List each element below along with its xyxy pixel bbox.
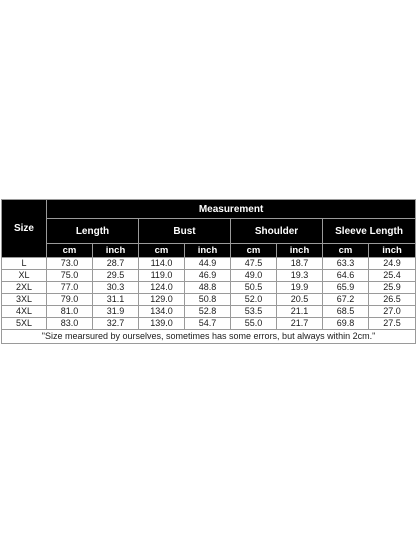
value-cell: 29.5 — [93, 270, 139, 282]
size-cell: 4XL — [2, 306, 47, 318]
value-cell: 18.7 — [277, 258, 323, 270]
value-cell: 30.3 — [93, 282, 139, 294]
value-cell: 47.5 — [231, 258, 277, 270]
value-cell: 52.8 — [185, 306, 231, 318]
value-cell: 139.0 — [139, 318, 185, 330]
value-cell: 50.5 — [231, 282, 277, 294]
value-cell: 65.9 — [323, 282, 369, 294]
value-cell: 24.9 — [369, 258, 416, 270]
value-cell: 79.0 — [47, 294, 93, 306]
value-cell: 21.1 — [277, 306, 323, 318]
size-chart-table — [1, 199, 416, 344]
size-cell: 2XL — [2, 282, 47, 294]
unit-header: cm — [323, 244, 369, 258]
value-cell: 31.9 — [93, 306, 139, 318]
table-row — [2, 270, 416, 282]
size-header: Size — [2, 200, 47, 258]
table-row — [2, 318, 416, 330]
column-header-sleeve-length: Sleeve Length — [323, 219, 416, 244]
value-cell: 26.5 — [369, 294, 416, 306]
value-cell: 31.1 — [93, 294, 139, 306]
value-cell: 73.0 — [47, 258, 93, 270]
value-cell: 53.5 — [231, 306, 277, 318]
value-cell: 52.0 — [231, 294, 277, 306]
value-cell: 50.8 — [185, 294, 231, 306]
value-cell: 75.0 — [47, 270, 93, 282]
header-row-measurement — [2, 200, 416, 219]
value-cell: 114.0 — [139, 258, 185, 270]
value-cell: 119.0 — [139, 270, 185, 282]
value-cell: 67.2 — [323, 294, 369, 306]
value-cell: 83.0 — [47, 318, 93, 330]
column-header-bust: Bust — [139, 219, 231, 244]
value-cell: 77.0 — [47, 282, 93, 294]
value-cell: 54.7 — [185, 318, 231, 330]
value-cell: 124.0 — [139, 282, 185, 294]
size-cell: 5XL — [2, 318, 47, 330]
table-row — [2, 282, 416, 294]
note-row — [2, 330, 416, 344]
value-cell: 21.7 — [277, 318, 323, 330]
measurement-note: "Size mearsured by ourselves, sometimes has some errors, but always within 2cm." — [2, 330, 416, 344]
column-header-shoulder: Shoulder — [231, 219, 323, 244]
value-cell: 63.3 — [323, 258, 369, 270]
value-cell: 64.6 — [323, 270, 369, 282]
size-cell: L — [2, 258, 47, 270]
value-cell: 49.0 — [231, 270, 277, 282]
value-cell: 81.0 — [47, 306, 93, 318]
measurement-header: Measurement — [47, 200, 416, 219]
size-cell: XL — [2, 270, 47, 282]
value-cell: 20.5 — [277, 294, 323, 306]
table-row — [2, 306, 416, 318]
unit-header: inch — [93, 244, 139, 258]
value-cell: 28.7 — [93, 258, 139, 270]
value-cell: 32.7 — [93, 318, 139, 330]
unit-header: cm — [47, 244, 93, 258]
header-row-columns — [2, 219, 416, 244]
value-cell: 129.0 — [139, 294, 185, 306]
value-cell: 68.5 — [323, 306, 369, 318]
header-row-units — [2, 244, 416, 258]
value-cell: 55.0 — [231, 318, 277, 330]
value-cell: 48.8 — [185, 282, 231, 294]
unit-header: cm — [231, 244, 277, 258]
column-header-length: Length — [47, 219, 139, 244]
size-cell: 3XL — [2, 294, 47, 306]
unit-header: inch — [185, 244, 231, 258]
value-cell: 25.9 — [369, 282, 416, 294]
value-cell: 134.0 — [139, 306, 185, 318]
value-cell: 25.4 — [369, 270, 416, 282]
table-row — [2, 294, 416, 306]
unit-header: inch — [277, 244, 323, 258]
value-cell: 44.9 — [185, 258, 231, 270]
value-cell: 27.5 — [369, 318, 416, 330]
unit-header: inch — [369, 244, 416, 258]
value-cell: 19.9 — [277, 282, 323, 294]
value-cell: 19.3 — [277, 270, 323, 282]
value-cell: 69.8 — [323, 318, 369, 330]
unit-header: cm — [139, 244, 185, 258]
value-cell: 46.9 — [185, 270, 231, 282]
table-row — [2, 258, 416, 270]
value-cell: 27.0 — [369, 306, 416, 318]
